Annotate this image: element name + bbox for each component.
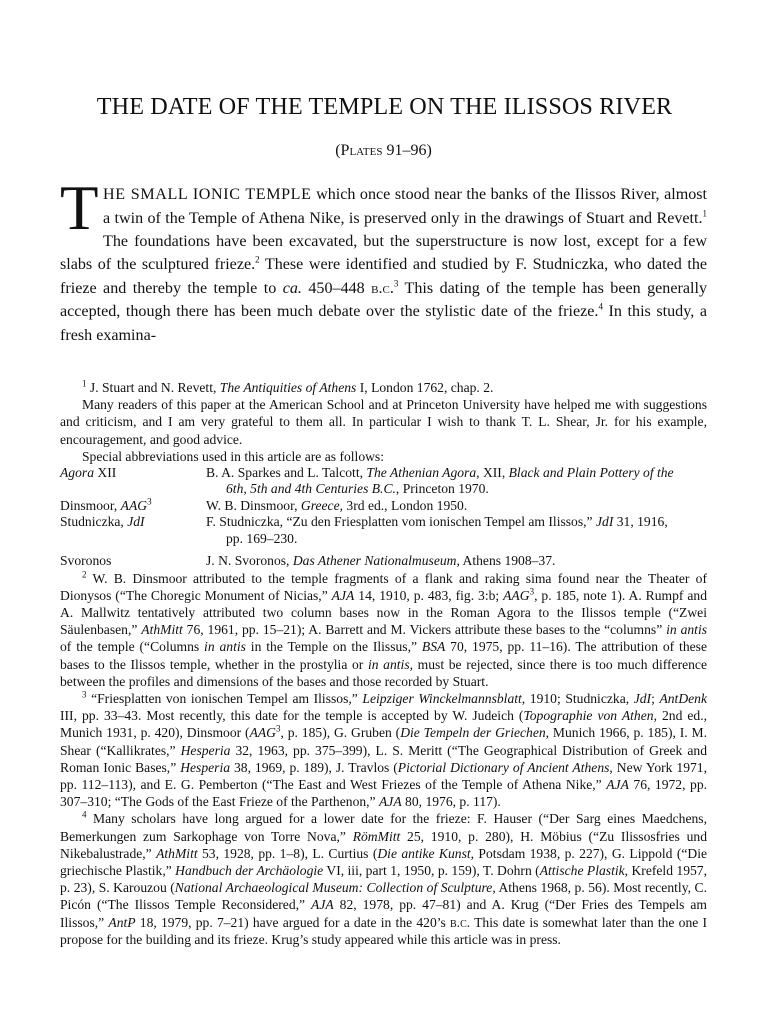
- opening-paragraph: THE SMALL IONIC TEMPLE which once stood near the banks of the Ilissos River, almost a twin of the Temple of Athena Nike, is preserved only in the drawings of Stuart and Revett.$^1$ The foundations have been excavated, but the superstructure is now lost, except for a few slabs of the sculptured frieze.$^2$ These were identified and studied by F. Studniczka, who dated the frieze and thereby the temple to ca. 450–448 b.c.$^3$ This dating of the temple has been generally accepted, though there has been much debate over the stylistic date of the frieze.$^4$ In this study, a fresh examina-: [60, 173, 708, 344]
- abbreviation-row: Svoronos J. N. Svoronos, Das Athener Nationalmuseum, Athens 1908–37.: [60, 553, 556, 569]
- abbreviation-row: Studniczka, JdI F. Studniczka, “Zu den Friesplatten vom ionischen Tempel am Ilissos,” JdI 31, 1916, pp. 169–230.: [60, 514, 668, 546]
- lead-caps: HE SMALL IONIC TEMPLE: [103, 186, 312, 204]
- footnote-ref-1[interactable]: 1: [702, 208, 707, 219]
- abbreviations-table: [60, 465, 707, 569]
- footnote-3: $^3$ “Friesplatten von ionischen Tempel am Ilissos,” Leipziger Winckelmannsblatt, 1910; Studniczka, JdI; AntDenk III, pp. 33–43. Most recently, this date for the temple is accepted by W. Judeich (Topographie von Athen, 2nd ed., Munich 1931, p. 420), Dinsmoor (AAG$^3$, p. 185), G. Gruben (Die Tempeln der Griechen, Munich 1966, p. 185), I. M. Shear (“Kallikrates,” Hesperia 32, 1963, pp. 375–399), L. S. Meritt (“The Geographical Distribution of Greek and Roman Ionic Bases,” Hesperia 38, 1969, p. 189), J. Travlos (Pictorial Dictionary of Ancient Athens, New York 1971, pp. 112–113), and E. G. Pemberton (“The East and West Friezes of the Temple of Athena Nike,” AJA 76, 1972, pp. 307–310; “The Gods of the East Frieze of the Parthenon,” AJA 80, 1976, p. 117).: [60, 689, 708, 810]
- footnote-ref-4[interactable]: 4: [598, 301, 603, 312]
- footnote-ref-3[interactable]: 3: [393, 278, 399, 289]
- footnote-1-acknowledgements: Many readers of this paper at the American School and at Princeton University have helped me with suggestions and criticism, and I am very grateful to them all. In particular I wish to thank T. L. Shear, Jr. for his example, encouragement, and good advice.: [60, 397, 707, 447]
- drop-cap: T: [60, 173, 99, 244]
- footnote-2: $^2$ W. B. Dinsmoor attributed to the temple fragments of a flank and raking sima found near the Theater of Dionysos (“The Choregic Monument of Nicias,” AJA 14, 1910, p. 483, fig. 3:b; AAG$^3$, p. 185, note 1). A. Rumpf and A. Mallwitz tentatively attributed two column bases now in the Roman Agora to the Ilissos temple (“Zwei Säulenbasen,” AthMitt 76, 1961, pp. 15–21); A. Barrett and M. Vickers attribute these bases to the “columns” in antis of the temple (“Columns in antis in the Temple on the Ilissus,” BSA 70, 1975, pp. 11–16). The attribution of these bases to the Ilissos temple, whether in the prostylia or in antis, must be rejected, since there is too much difference between the profiles and dimensions of the bases and those recorded by Stuart.: [60, 568, 708, 689]
- footnote-1-abbreviations-intro: Special abbreviations used in this article are as follows:: [82, 448, 384, 464]
- abbreviation-row: Agora XII B. A. Sparkes and L. Talcott, The Athenian Agora, XII, Black and Plain Pottery of the 6th, 5th and 4th Centuries B.C., Princeton 1970.: [60, 465, 674, 497]
- footnote-4: $^4$ Many scholars have long argued for a lower date for the frieze: F. Hauser (“Der Sarg eines Maedchens, Bemerkungen zum Sarkophage von Torre Nova,” RömMitt 25, 1910, p. 280), H. Möbius (“Zu Ilissosfries und Nikebalustrade,” AthMitt 53, 1928, pp. 1–8), L. Curtius (Die antike Kunst, Potsdam 1938, p. 227), G. Lippold (“Die griechische Plastik,” Handbuch der Archäologie VI, iii, part 1, 1950, p. 159), T. Dohrn (Attische Plastik, Krefeld 1957, p. 23), S. Karouzou (National Archaeological Museum: Collection of Sculpture, Athens 1968, p. 56). Most recently, C. Picón (“The Ilissos Temple Reconsidered,” AJA 82, 1978, pp. 47–81) and A. Krug (“Der Fries des Tempels am Ilissos,” AntP 18, 1979, pp. 7–21) have argued for a date in the 420’s b.c. This date is somewhat later than the one I propose for the building and its frieze. Krug’s study appeared while this article was in press.: [60, 809, 708, 947]
- abbreviation-row: Dinsmoor, AAG$^3$ W. B. Dinsmoor, Greece, 3rd ed., London 1950.: [60, 496, 468, 513]
- footnotes: [60, 379, 707, 948]
- footnote-1: $^1$ J. Stuart and N. Revett, The Antiquities of Athens I, London 1762, chap. 2.: [82, 378, 494, 396]
- plates-reference: (Plates 91–96): [335, 142, 432, 160]
- footnote-ref-2[interactable]: 2: [255, 255, 260, 266]
- article-title: THE DATE OF THE TEMPLE ON THE ILISSOS RIVER: [96, 93, 673, 120]
